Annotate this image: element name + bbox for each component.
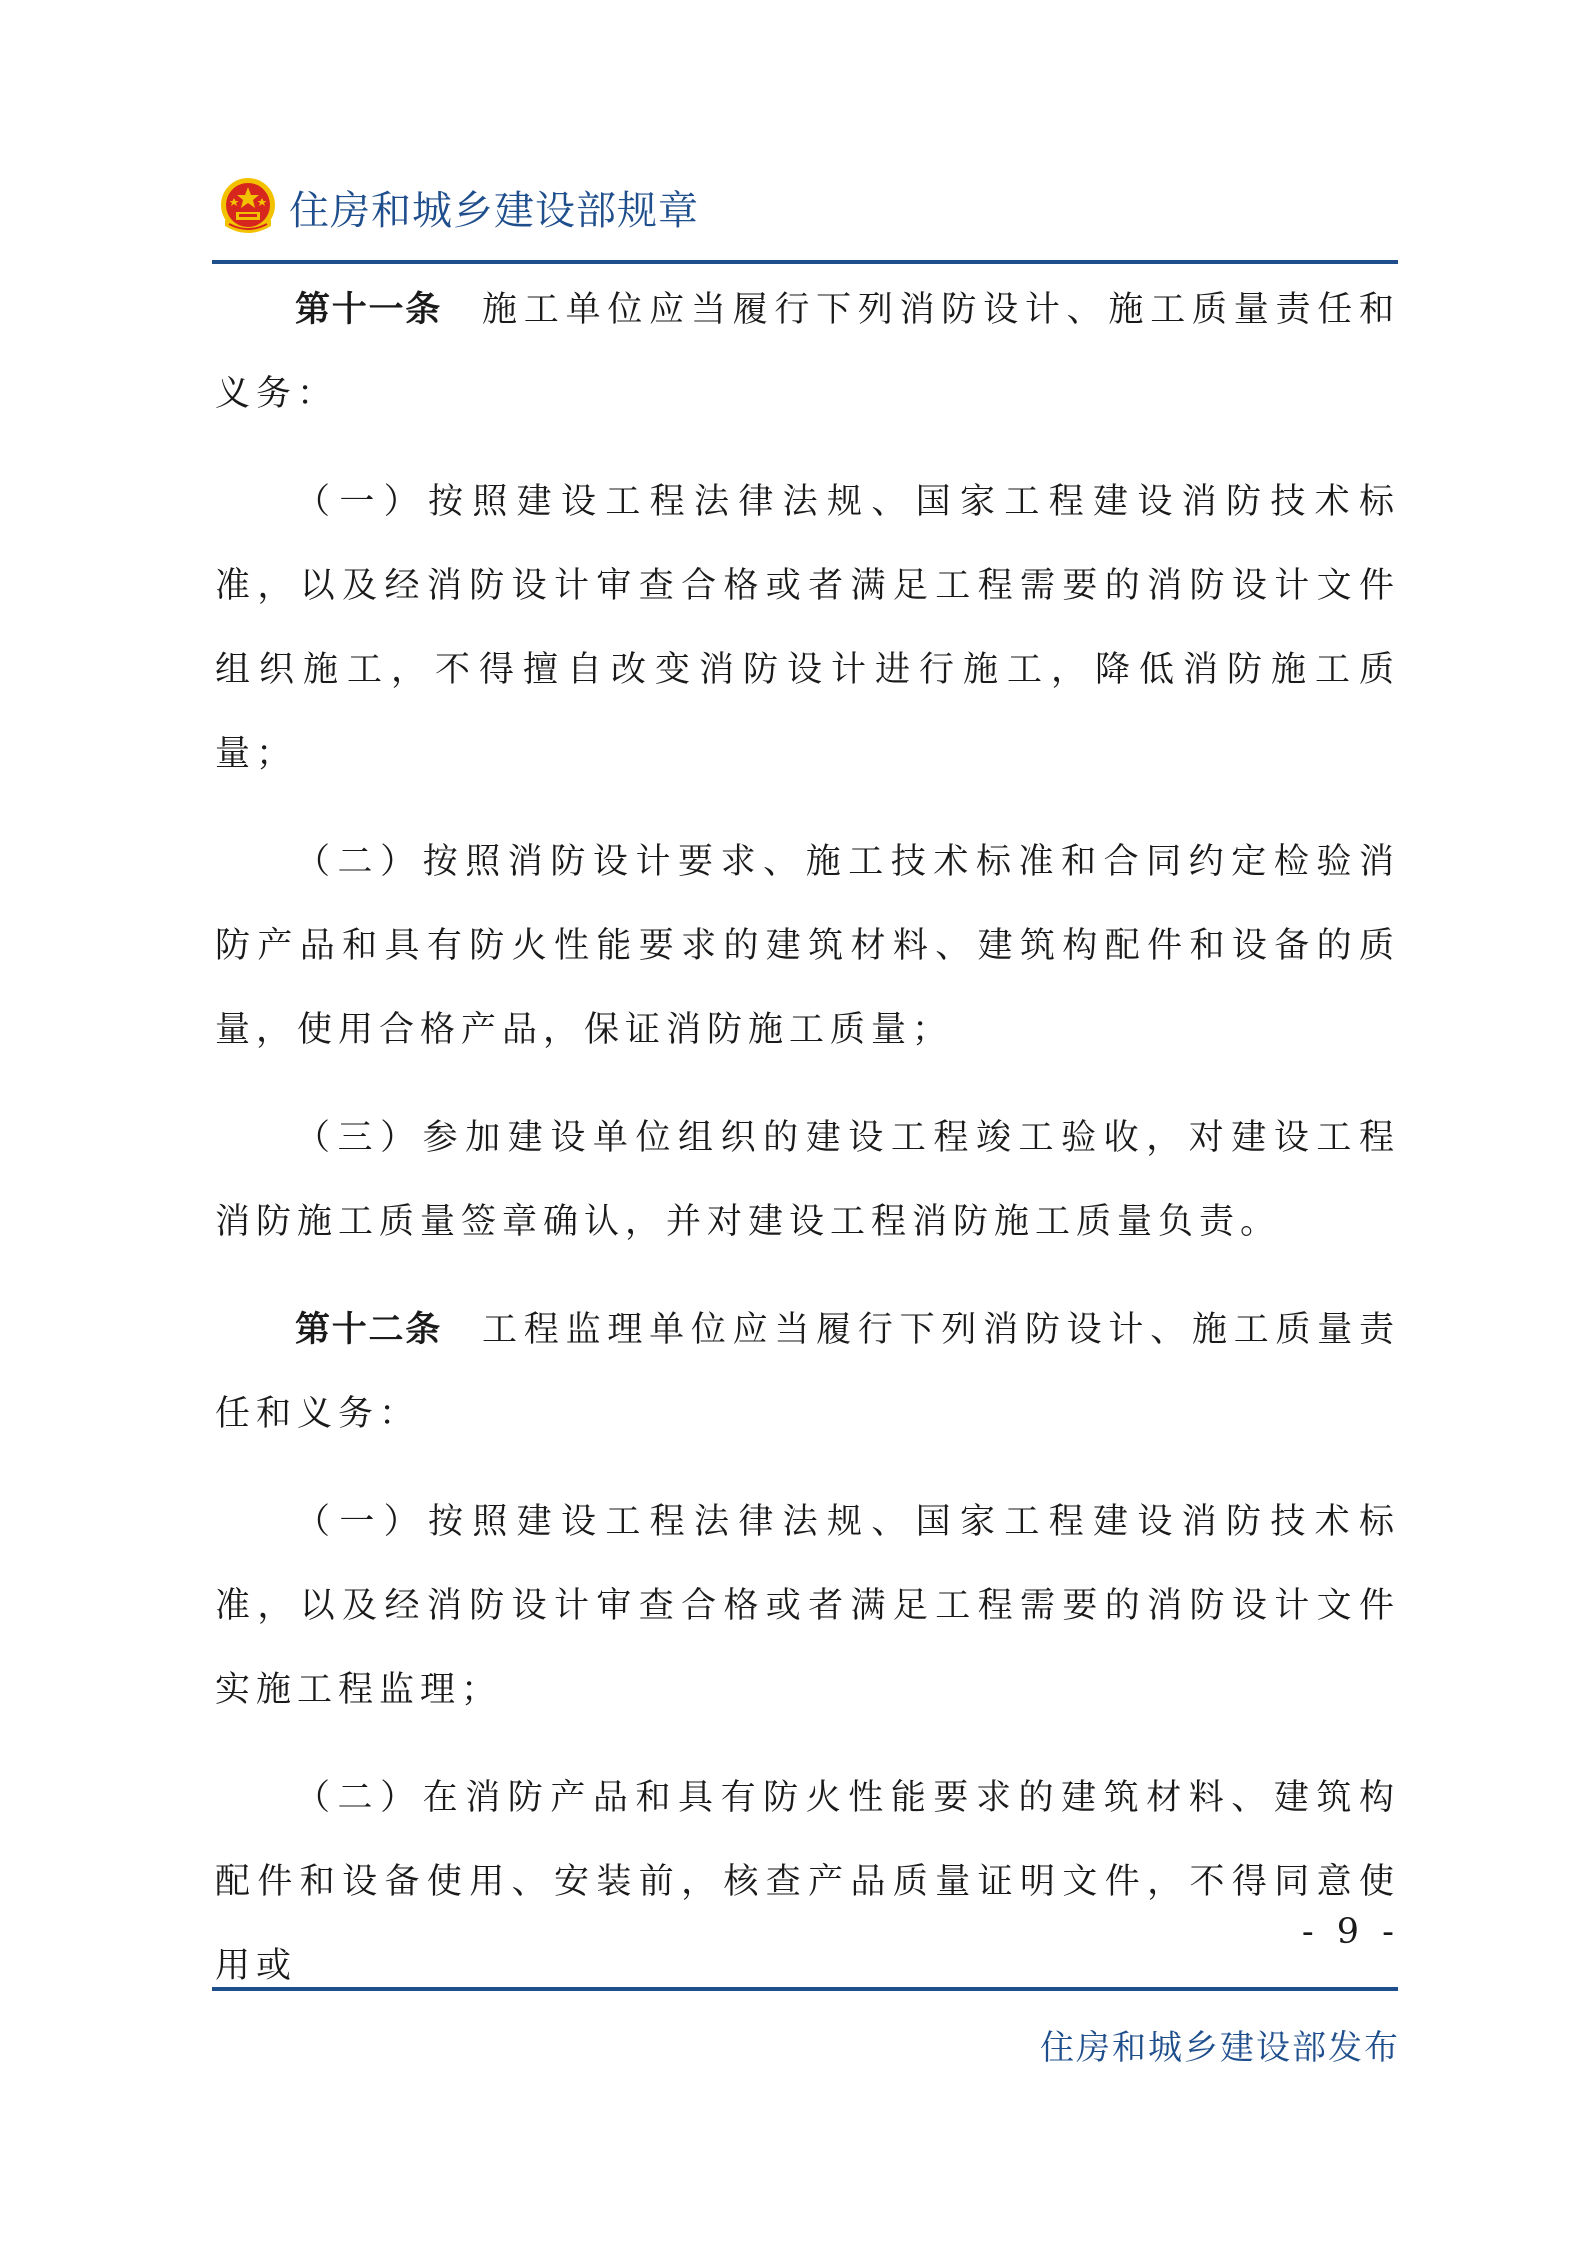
page-header	[215, 172, 699, 242]
article-12-intro-text: 工程监理单位应当履行下列消防设计、施工质量责任和义务：	[215, 1310, 1400, 1434]
footer-divider	[212, 1987, 1398, 1991]
article-11-intro	[215, 268, 1400, 436]
header-title: 住房和城乡建设部规章	[289, 187, 699, 234]
article-11-item-3: （三）参加建设单位组织的建设工程竣工验收，对建设工程消防施工质量签章确认，并对建设工程消防施工质量负责。	[215, 1118, 1400, 1242]
article-12-item-2: （二）在消防产品和具有防火性能要求的建筑材料、建筑构配件和设备使用、安装前，核查产品质量证明文件，不得同意使用或	[215, 1778, 1400, 1986]
article-11-item-2: （二）按照消防设计要求、施工技术标准和合同约定检验消防产品和具有防火性能要求的建筑材料、建筑构配件和设备的质量，使用合格产品，保证消防施工质量；	[215, 842, 1400, 1050]
article-12-intro	[215, 1288, 1400, 1456]
page-number: - 9 -	[1301, 1912, 1400, 1952]
header-divider	[212, 260, 1398, 264]
article-11-title: 第十一条	[295, 290, 443, 330]
article-12-item-1: （一）按照建设工程法律法规、国家工程建设消防技术标准，以及经消防设计审查合格或者满足工程需要的消防设计文件实施工程监理；	[215, 1502, 1400, 1710]
article-12-title: 第十二条	[295, 1310, 443, 1350]
footer-publisher: 住房和城乡建设部发布	[1040, 2028, 1400, 2068]
article-11-intro-text: 施工单位应当履行下列消防设计、施工质量责任和义务：	[215, 290, 1400, 414]
national-emblem-icon	[215, 174, 281, 240]
document-body	[215, 268, 1400, 2008]
article-11-item-1: （一）按照建设工程法律法规、国家工程建设消防技术标准，以及经消防设计审查合格或者满足工程需要的消防设计文件组织施工，不得擅自改变消防设计进行施工，降低消防施工质量；	[215, 482, 1400, 774]
